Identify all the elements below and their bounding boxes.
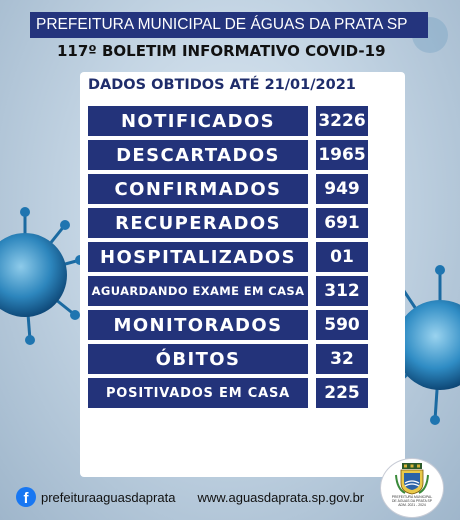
row-value: 949: [316, 174, 368, 204]
row-value: 1965: [316, 140, 368, 170]
coat-of-arms-icon: [395, 463, 429, 495]
header-title: PREFEITURA MUNICIPAL DE ÁGUAS DA PRATA SP: [30, 12, 428, 38]
row-label: DESCARTADOS: [88, 140, 308, 170]
row-label: HOSPITALIZADOS: [88, 242, 308, 272]
row-label: NOTIFICADOS: [88, 106, 308, 136]
seal-line-1: PREFEITURA MUNICIPAL: [391, 495, 433, 499]
row-label: AGUARDANDO EXAME EM CASA: [88, 276, 308, 306]
row-value: 01: [316, 242, 368, 272]
municipal-seal: [380, 458, 444, 518]
facebook-handle-link[interactable]: prefeituraaguasdaprata: [41, 489, 176, 505]
row-label: CONFIRMADOS: [88, 174, 308, 204]
row-value: 3226: [316, 106, 368, 136]
row-value: 691: [316, 208, 368, 238]
row-label: ÓBITOS: [88, 344, 308, 374]
row-label: POSITIVADOS EM CASA: [88, 378, 308, 408]
row-value: 590: [316, 310, 368, 340]
footer: [16, 486, 364, 508]
website-link[interactable]: www.aguasdaprata.sp.gov.br: [197, 489, 365, 505]
row-value: 225: [316, 378, 368, 408]
seal-line-2: DE ÁGUAS DA PRATA SP: [391, 499, 432, 503]
facebook-icon: f: [16, 487, 36, 507]
data-date: DADOS OBTIDOS ATÉ 21/01/2021: [88, 77, 356, 93]
row-label: RECUPERADOS: [88, 208, 308, 238]
bulletin-subtitle: 117º BOLETIM INFORMATIVO COVID-19: [57, 42, 386, 60]
row-value: 32: [316, 344, 368, 374]
row-label: MONITORADOS: [88, 310, 308, 340]
row-value: 312: [316, 276, 368, 306]
seal-line-3: ADM. 2021 - 2024: [398, 503, 426, 507]
virus-illustration-left-icon: [0, 200, 90, 350]
